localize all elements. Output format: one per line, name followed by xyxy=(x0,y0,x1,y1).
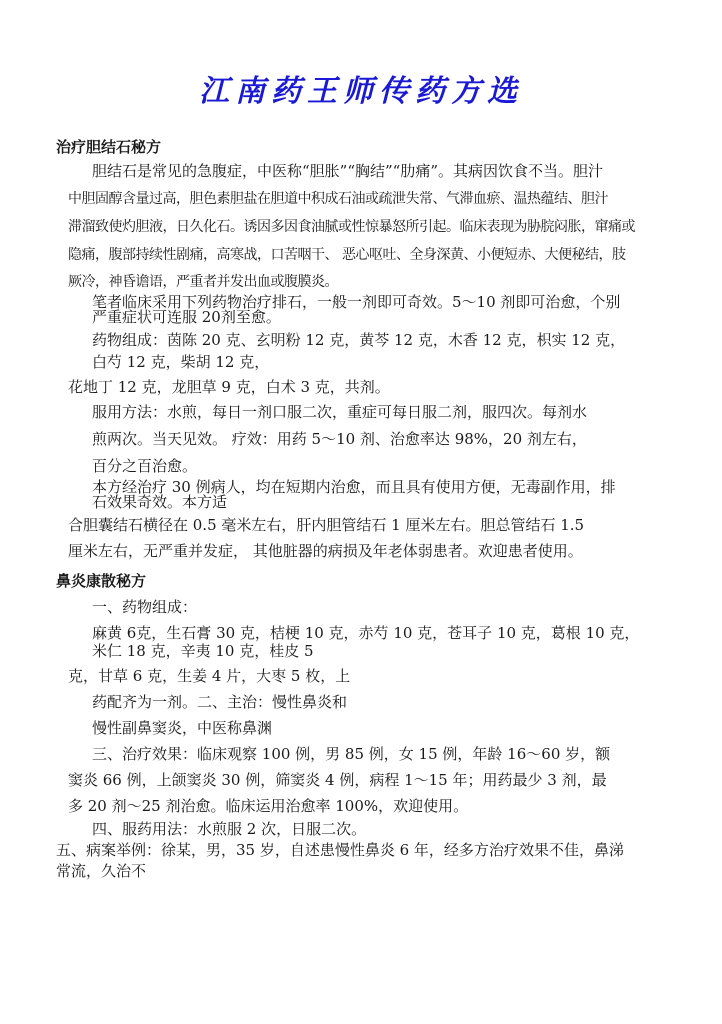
paragraph-line: 厥冷，神昏谵语，严重者并发出血或腹膜炎。 xyxy=(68,274,338,290)
paragraph-line: 麻黄 6克，生石膏 30 克，桔梗 10 克，赤芍 10 克，苍耳子 10 克，葛根 10 克， xyxy=(92,624,640,642)
paragraph-line: 白芍 12 克，柴胡 12 克， xyxy=(92,353,270,371)
paragraph-line: 米仁 18 克，辛夷 10 克，桂皮 5 xyxy=(92,642,314,660)
document-title: 江南药王师传药方选 xyxy=(199,74,523,109)
paragraph-line: 服用方法：水煎，每日一剂口服二次，重症可每日服二剂，服四次。每剂水 xyxy=(92,403,588,421)
paragraph-line: 滞溜致使灼胆液，日久化石。诱因多因食油腻或性惊暴怒所引起。临床表现为胁脘闷胀，窜痛或 xyxy=(68,219,635,235)
paragraph-line: 药物组成：茵陈 20 克、玄明粉 12 克，黄芩 12 克，木香 12 克，枳实 12 克， xyxy=(92,331,626,349)
paragraph-line: 合胆囊结石横径在 0.5 毫米左右，肝内胆管结石 1 厘米左右。胆总管结石 1.5 xyxy=(68,516,585,534)
paragraph-line: 窦炎 66 例，上颌窦炎 30 例，筛窦炎 4 例，病程 1～15 年；用药最少 3 剂，最 xyxy=(68,771,607,789)
paragraph-line: 石效果奇效。本方适 xyxy=(92,493,228,511)
paragraph-line: 本方经治疗 30 例病人，均在短期内治愈，而且具有使用方便，无毒副作用，排 xyxy=(92,478,616,496)
paragraph-line: 笔者临床采用下列药物治疗排石，一般一剂即可奇效。5～10 剂即可治愈，个别 xyxy=(92,293,621,311)
paragraph-line: 慢性副鼻窦炎，中医称鼻渊 xyxy=(92,719,273,737)
section-heading-gallstone: 治疗胆结石秘方 xyxy=(56,138,162,156)
paragraph-line: 百分之百治愈。 xyxy=(92,457,198,475)
paragraph-line: 五、病案举例：徐某，男，35 岁，自述患慢性鼻炎 6 年，经多方治疗效果不佳，鼻涕 xyxy=(56,841,624,859)
paragraph-line: 花地丁 12 克，龙胆草 9 克，白术 3 克，共剂。 xyxy=(68,378,390,396)
paragraph-line: 四、服药用法：水煎服 2 次，日服二次。 xyxy=(92,820,367,838)
paragraph-line: 隐痛，腹部持续性剧痛，高寒战，口苦咽干、 恶心呕吐、全身深黄、小便短赤、大便秘结，肢 xyxy=(68,247,626,263)
paragraph-line: 一、药物组成： xyxy=(92,598,198,616)
paragraph-line: 常流，久治不 xyxy=(56,862,147,880)
paragraph-line: 克，甘草 6 克，生姜 4 片，大枣 5 枚，上 xyxy=(68,667,351,685)
paragraph-line: 煎两次。当天见效。 疗效：用药 5～10 剂、治愈率达 98%，20 剂左右， xyxy=(92,430,587,448)
paragraph-line: 药配齐为一剂。二、主治：慢性鼻炎和 xyxy=(92,693,348,711)
paragraph-line: 严重症状可连服 20剂至愈。 xyxy=(92,308,281,326)
paragraph-line: 厘米左右，无严重并发症， 其他脏器的病损及年老体弱患者。欢迎患者使用。 xyxy=(68,542,583,560)
paragraph-line: 三、治疗效果：临床观察 100 例，男 85 例，女 15 例，年龄 16～60 岁，额 xyxy=(92,745,611,763)
paragraph-line: 胆结石是常见的急腹症，中医称“胆胀”“胸结”“肋痛”。其病因饮食不当。胆汁 xyxy=(92,162,604,180)
paragraph-line: 中胆固醇含量过高，胆色素胆盐在胆道中积成石油或疏泄失常、气滞血瘀、温热蕴结、胆汁 xyxy=(68,191,608,207)
section-heading-rhinitis: 鼻炎康散秘方 xyxy=(56,572,147,590)
paragraph-line: 多 20 剂～25 剂治愈。临床运用治愈率 100%，欢迎使用。 xyxy=(68,797,469,815)
